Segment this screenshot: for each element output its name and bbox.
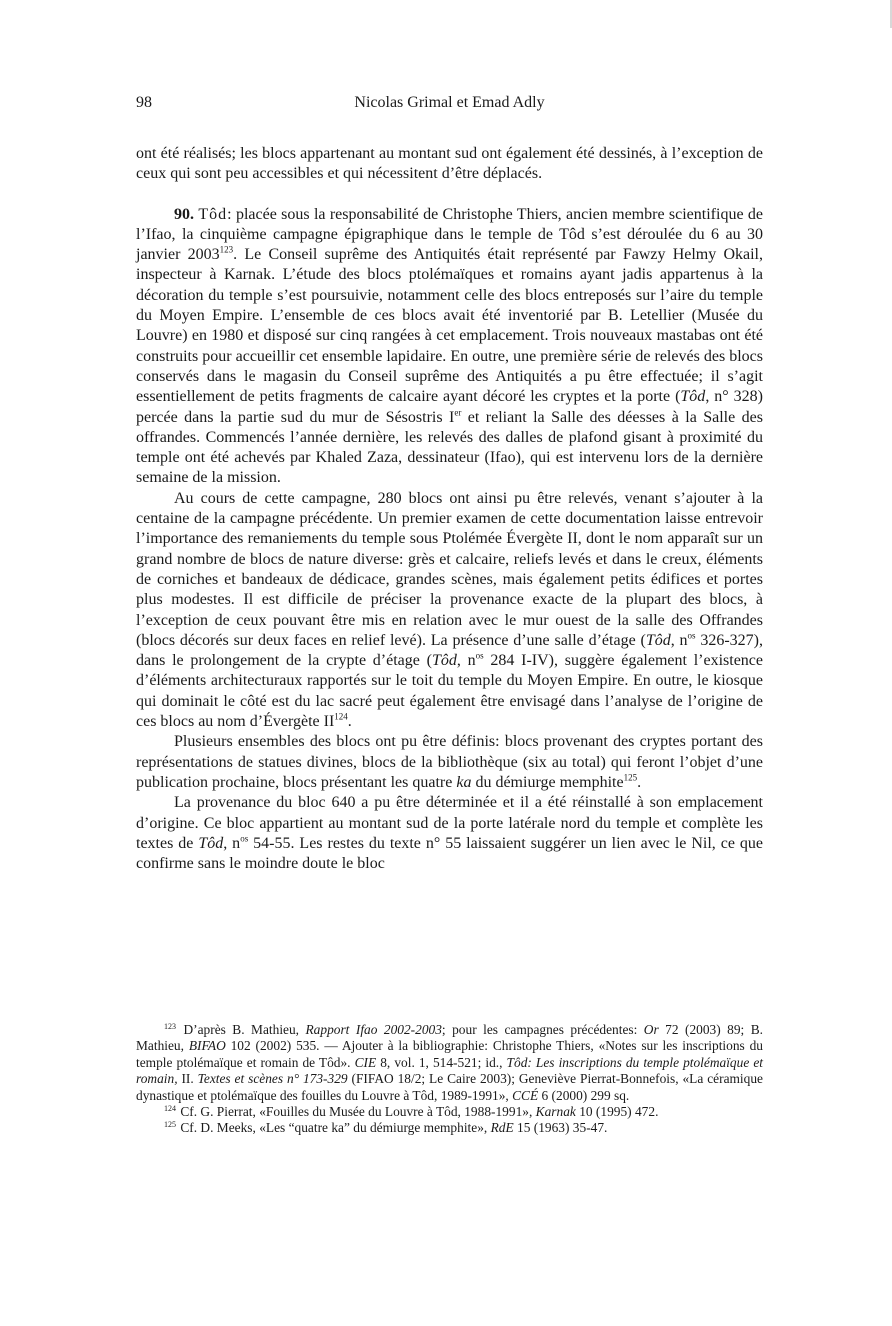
running-head: Nicolas Grimal et Emad Adly: [354, 94, 545, 111]
footnotes: [136, 1022, 763, 1137]
paragraph-campaign: Au cours de cette campagne, 280 blocs ont ainsi pu être relevés, venant s’ajouter à la centaine de la campagne précédente. Un premier examen de cette documentation laisse entrevoir l’importance des remaniements du temple sous Ptolémée Évergète II, dont le nom apparaît sur un grand nombre de blocs de nature diverse: grès et calcaire, reliefs levés et dans le creux, éléments de corniches et bandeaux de dédicace, grandes scènes, mais également petits édifices et portes plus modestes. Il est difficile de préciser la provenance exacte de la plupart des blocs, à l’exception de ceux pouvant être mis en relation avec le mur ouest de la salle des Offrandes (blocs décorés sur deux faces en relief levé). La présence d’une salle d’étage (Tôd, n$^{os}$ 326-327), dans le prolongement de la crypte d’étage (Tôd, n$^{os}$ 284 I-IV), suggère également l’existence d’éléments architecturaux rapportés sur le toit du temple du Moyen Empire. En outre, le kiosque qui dominait le côté est du lac sacré peut également être envisagé dans l’analyse de l’origine de ces blocs au nom d’Évergète II$^{124}$.: [136, 489, 764, 731]
body-text: [136, 144, 763, 874]
page-header: [136, 94, 763, 116]
section-number: 90.: [174, 205, 194, 223]
paragraph-bloc-640: La provenance du bloc 640 a pu être déterminée et il a été réinstallé à son emplacement d’origine. Ce bloc appartient au montant sud de la porte latérale nord du temple et complète les textes de Tôd, n$^{os}$ 54-55. Les restes du texte n° 55 laissaient suggérer un lien avec le Nil, ce que confirme sans le moindre doute le bloc: [136, 794, 763, 873]
footnote-ref-123: 123: [219, 244, 234, 255]
footnote-ref-124: 124: [334, 711, 348, 722]
footnote-125: $^{125}$ Cf. D. Meeks, «Les “quatre ka” du démiurge memphite», RdE 15 (1963) 35-47.: [164, 1119, 608, 1136]
paragraph-ensembles: Plusieurs ensembles des blocs ont pu être définis: blocs provenant des cryptes portant des représentations de statues divines, blocs de la bibliothèque (six au total) qui feront l’objet d’une publication prochaine, blocs présentant les quatre ka du démiurge memphite$^{125}$.: [136, 733, 763, 791]
footnote-124: $^{124}$ Cf. G. Pierrat, «Fouilles du Musée du Louvre à Tôd, 1988-1991», Karnak 10 (1995) 472.: [164, 1103, 659, 1120]
footnote-ref-125: 125: [623, 772, 638, 783]
paragraph-90: 90. Tôd: placée sous la responsabilité de Christophe Thiers, ancien membre scientifique de l’Ifao, la cinquième campagne épigraphique dans le temple de Tôd s’est déroulée du 6 au 30 janvier 2003$^{123}$. Le Conseil suprême des Antiquités était représenté par Fawzy Helmy Okail, inspecteur à Karnak. L’étude des blocs ptolémaïques et romains ayant jadis appartenus à la décoration du temple s’est poursuivie, notamment celle des blocs entreposés sur l’aire du temple du Moyen Empire. L’ensemble de ces blocs avait été inventorié par B. Letellier (Musée du Louvre) en 1980 et disposé sur cinq rangées à cet emplacement. Trois nouveaux mastabas ont été construits pour accueillir cet ensemble lapidaire. En outre, une première série de relevés des blocs conservés dans le magasin du Conseil suprême des Antiquités a pu être effectuée; il s’agit essentiellement de petits fragments de calcaire ayant décoré les cryptes et la porte (Tôd, n° 328) percée dans la partie sud du mur de Sésostris Ier et reliant la Salle des déesses à la Salle des offrandes. Commencés l’année dernière, les relevés des dalles de plafond gisant à proximité du temple ont été achevés par Khaled Zaza, dessinateur (Ifao), qui est intervenu lors de la dernière semaine de la mission.: [136, 205, 764, 487]
footnote-123: $^{123}$ D’après B. Mathieu, Rapport Ifao 2002-2003; pour les campagnes précédentes: Or 72 (2003) 89; B. Mathieu, BIFAO 102 (2002) 535. — Ajouter à la bibliographie: Christophe Thiers, «Notes sur les inscriptions du temple ptolémaïque et romain de Tôd». CIE 8, vol. 1, 514-521; id., Tôd: Les inscriptions du temple ptolémaïque et romain, II. Textes et scènes n° 173-329 (FIFAO 18/2; Le Caire 2003); Geneviève Pierrat-Bonnefois, «La céramique dynastique et ptolémaïque des fouilles du Louvre à Tôd, 1989-1991», CCÉ 6 (2000) 299 sq.: [136, 1021, 764, 1103]
site-name: Tôd: [198, 205, 228, 223]
paragraph-continued: ont été réalisés; les blocs appartenant au montant sud ont également été dessinés, à l’exception de ceux qui sont peu accessibles et qui nécessitent d’être déplacés.: [136, 145, 763, 183]
page-number: 98: [136, 94, 152, 111]
